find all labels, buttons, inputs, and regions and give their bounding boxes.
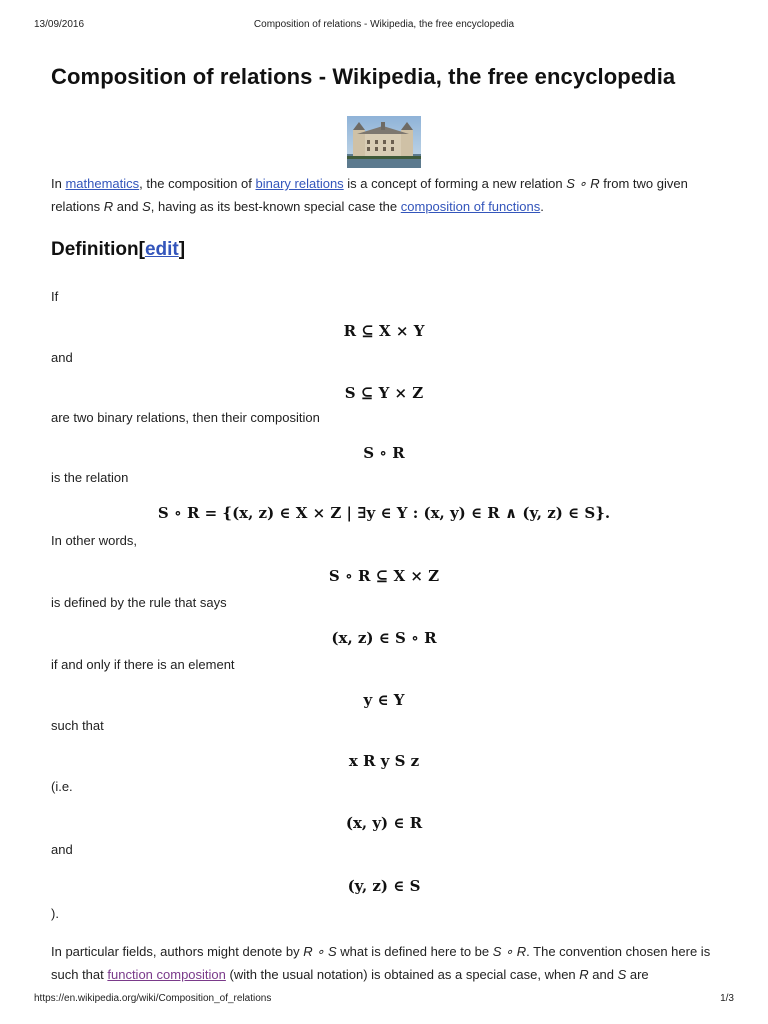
link-binary-relations[interactable]: binary relations [255, 176, 344, 191]
intro-text: is a concept of forming a new relation [343, 176, 567, 191]
print-date: 13/09/2016 [34, 19, 85, 30]
text-are-two: are two binary relations, then their composition [51, 410, 320, 425]
intro-math-s: S [142, 199, 151, 214]
print-url: https://en.wikipedia.org/wiki/Composition_of_relations [34, 993, 272, 1004]
edit-link[interactable]: edit [144, 239, 179, 260]
formula-xy-in-r: (x, y) ∈ R [345, 814, 423, 832]
formula-y-in-y: y ∈ Y [363, 691, 405, 709]
text-if: If [51, 289, 59, 304]
castle-image[interactable] [347, 116, 421, 168]
particular-math-r: R [579, 967, 589, 982]
intro-text: and [113, 199, 143, 214]
text-ie: (i.e. [51, 779, 73, 794]
page-number: 1/3 [720, 993, 734, 1004]
particular-text: and [588, 967, 618, 982]
formula-xz-in: (x, z) ∈ S ∘ R [331, 629, 437, 647]
particular-text: what is defined here to be [336, 944, 493, 959]
text-and: and [51, 842, 73, 857]
definition-heading-text: Definition [51, 239, 139, 260]
particular-math-sor: S ∘ R [492, 944, 527, 959]
formula-definition: S ∘ R = {(x, z) ∈ X × Z | ∃y ∈ Y : (x, y) ∈ R ∧ (y, z) ∈ S}. [157, 504, 611, 522]
intro-math-sor: S ∘ R [566, 176, 600, 191]
particular-paragraph [51, 940, 731, 986]
formula-yz-in-s: (y, z) ∈ S [347, 877, 421, 895]
castle-picture [347, 116, 421, 168]
formula-r-subset: R ⊆ X × Y [343, 322, 425, 340]
link-mathematics[interactable]: mathematics [65, 176, 140, 191]
text-is-relation: is the relation [51, 470, 129, 485]
print-page-title: Composition of relations - Wikipedia, the free encyclopedia [253, 19, 515, 30]
particular-math-ros: R ∘ S [303, 944, 337, 959]
formula-subset-xz: S ∘ R ⊆ X × Z [328, 567, 440, 585]
intro-text: , having as its best-known special case the [150, 199, 401, 214]
intro-text: , the composition of [139, 176, 256, 191]
particular-text: In particular fields, authors might denote by [51, 944, 304, 959]
text-defined-by: is defined by the rule that says [51, 595, 227, 610]
formula-xrysz: x R y S z [348, 752, 420, 770]
link-function-composition[interactable]: function composition [107, 967, 226, 982]
intro-text: from two given relations [51, 176, 688, 214]
text-such-that: such that [51, 718, 104, 733]
definition-heading: Definition[edit] [51, 239, 186, 260]
particular-math-s: S [617, 967, 627, 982]
intro-text: . [540, 199, 544, 214]
intro-paragraph [51, 172, 731, 218]
text-close: ). [51, 906, 59, 921]
formula-s-subset: S ⊆ Y × Z [344, 384, 424, 402]
intro-math-r: R [103, 199, 114, 214]
particular-text: (with the usual notation) is obtained as a special case, when [225, 967, 580, 982]
formula-composition: S ∘ R [363, 444, 405, 462]
particular-text: are [626, 967, 649, 982]
particular-text: . The convention chosen here is such that [51, 944, 711, 982]
text-if-only-if: if and only if there is an element [51, 657, 235, 672]
text-other-words: In other words, [51, 533, 137, 548]
text-and: and [51, 350, 73, 365]
article-title: Composition of relations - Wikipedia, the free encyclopedia [51, 64, 676, 89]
link-composition-of-functions[interactable]: composition of functions [400, 199, 541, 214]
intro-text: In [51, 176, 66, 191]
